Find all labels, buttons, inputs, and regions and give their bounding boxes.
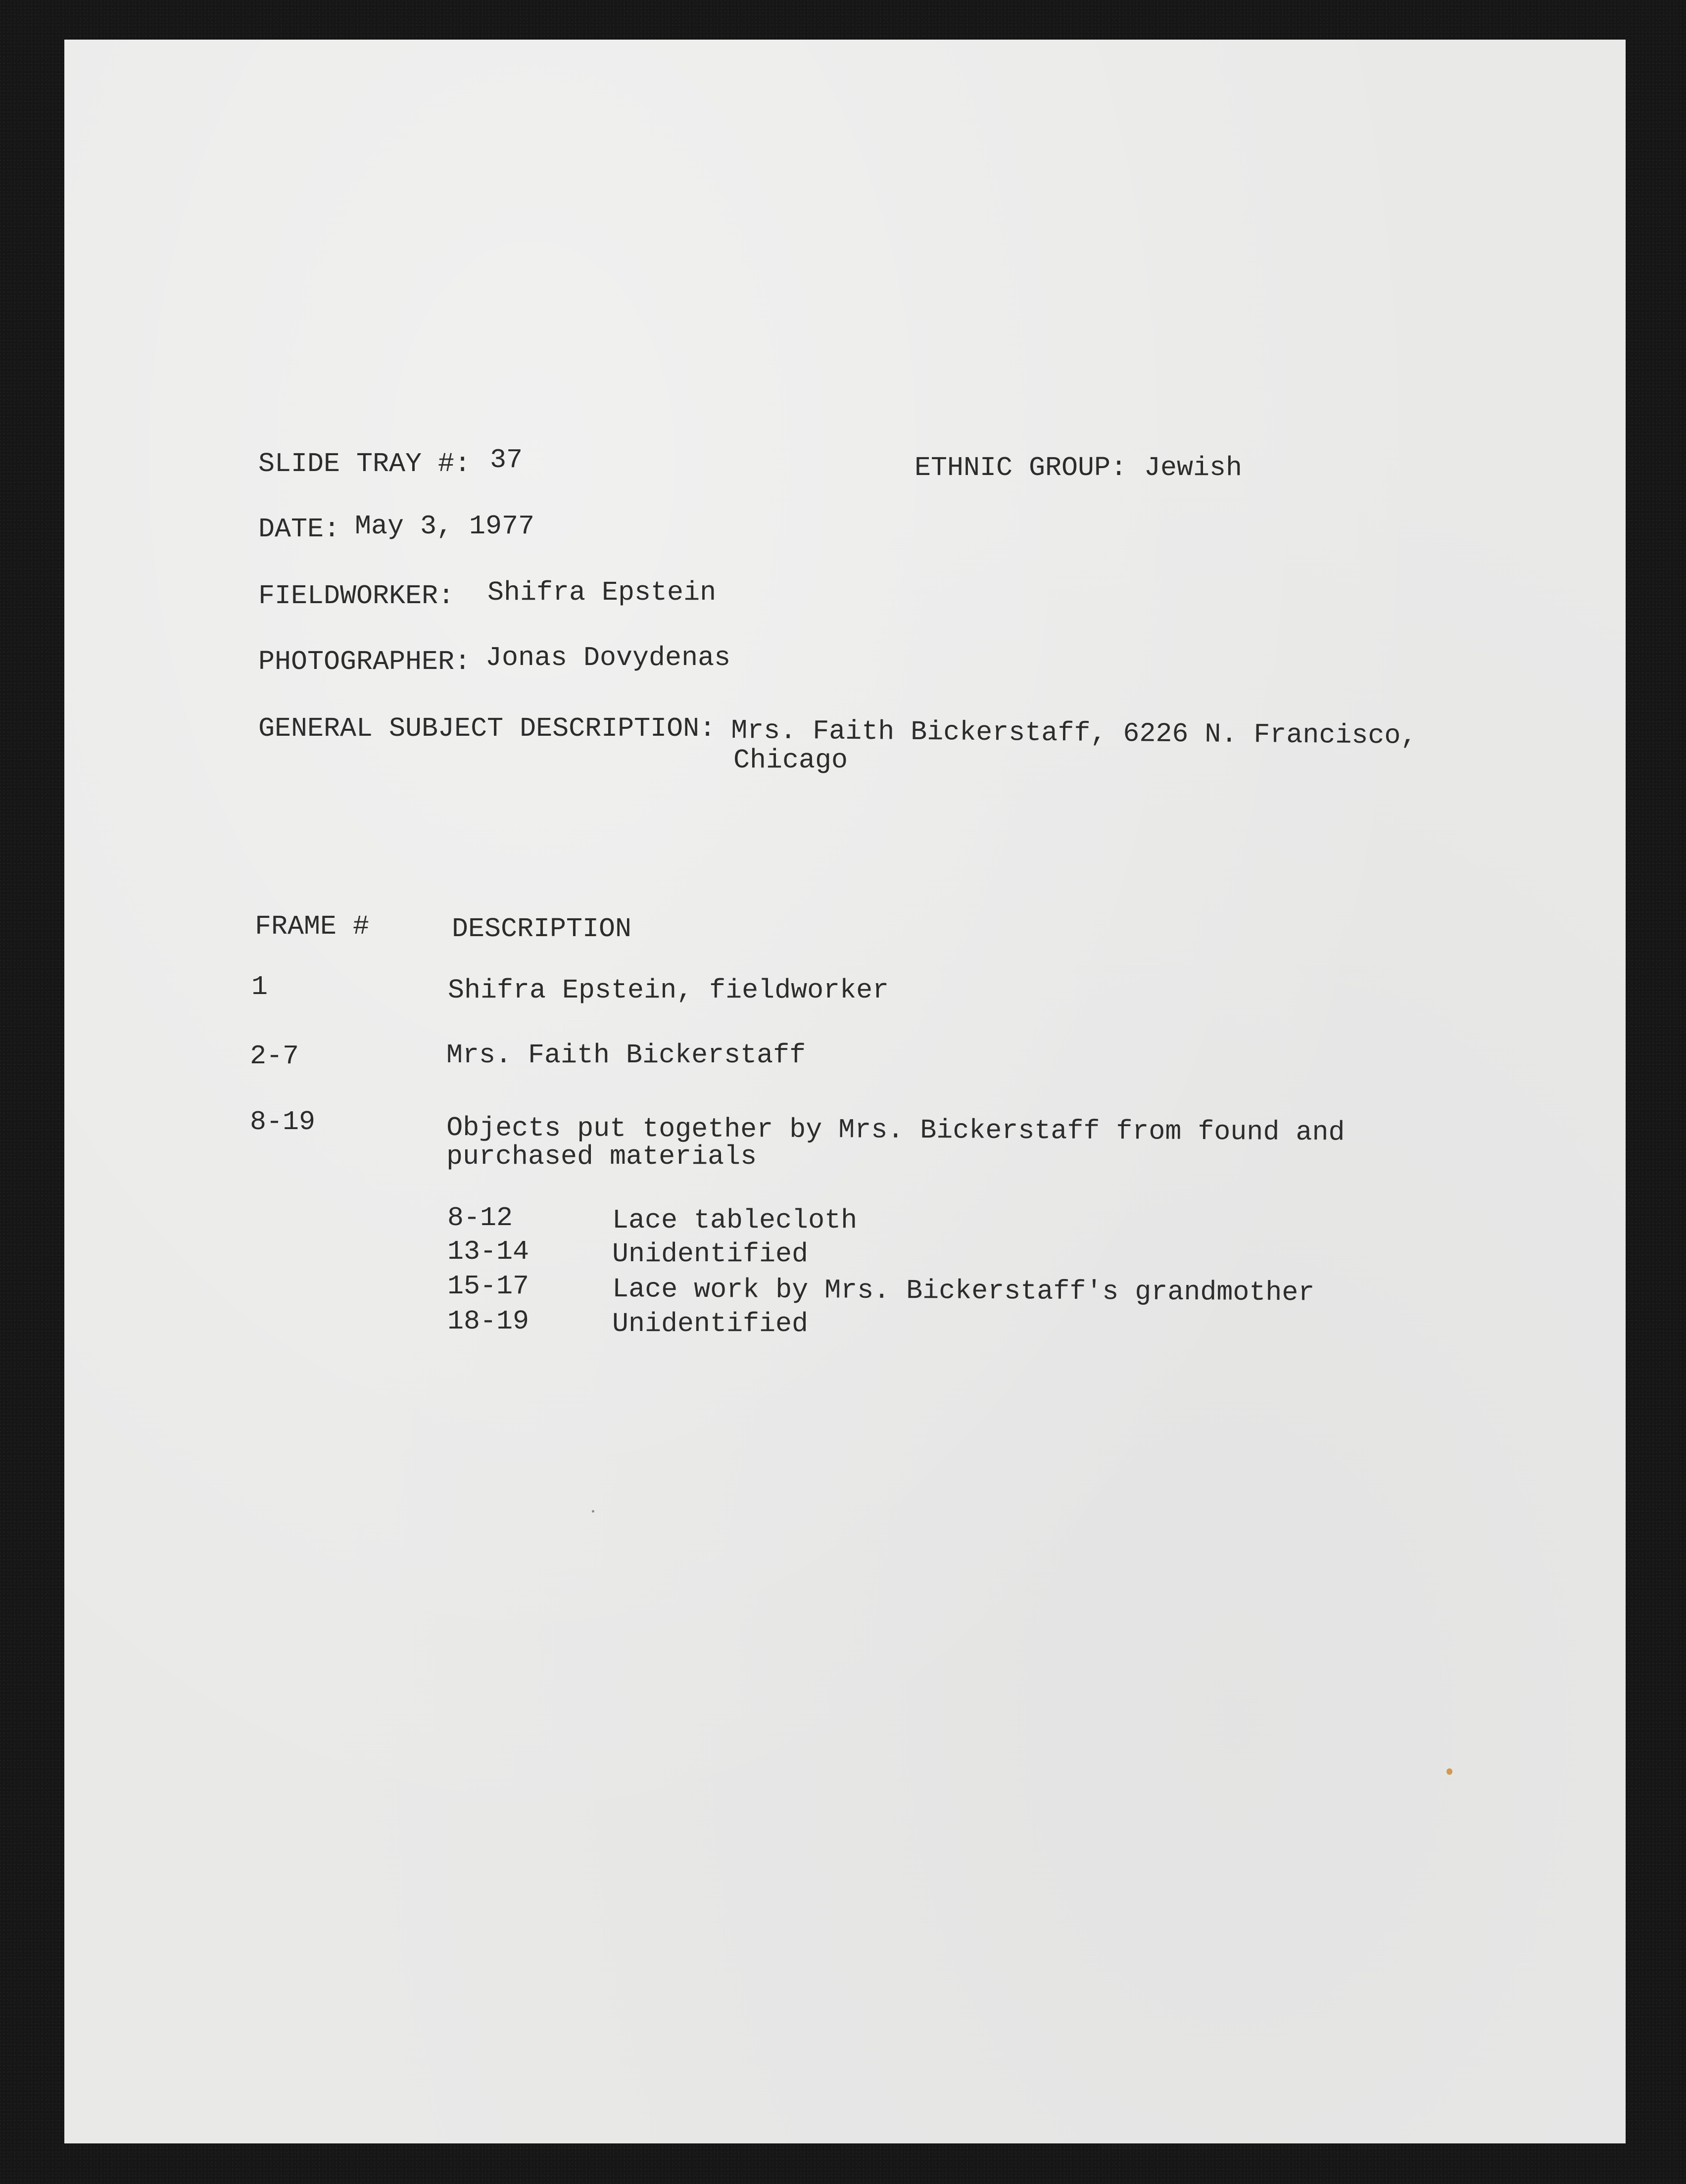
sub-frame-description: Unidentified: [612, 1308, 809, 1339]
frame-description-line2: purchased materials: [446, 1141, 757, 1172]
frame-number: 1: [251, 971, 268, 1002]
column-header-description: DESCRIPTION: [452, 913, 632, 945]
sub-frame-description: Lace work by Mrs. Bickerstaff's grandmother: [612, 1274, 1315, 1309]
sub-frame-description: Unidentified: [612, 1238, 809, 1270]
photographer-label: PHOTOGRAPHER:: [258, 646, 471, 677]
date-value: May 3, 1977: [355, 511, 535, 542]
general-subject-value-line2: Chicago: [733, 745, 848, 776]
document-page: [64, 40, 1626, 2143]
fieldworker-label: FIELDWORKER:: [258, 580, 455, 612]
general-subject-value-line1: Mrs. Faith Bickerstaff, 6226 N. Francisco,: [730, 715, 1417, 752]
frame-description-line1: Objects put together by Mrs. Bickerstaff from found and: [446, 1112, 1345, 1148]
date-label: DATE:: [258, 514, 340, 545]
frame-description: Shifra Epstein, fieldworker: [448, 975, 889, 1006]
fieldworker-value: Shifra Epstein: [487, 577, 717, 608]
sub-frame-description: Lace tablecloth: [612, 1205, 858, 1236]
paper-speck: [1446, 1768, 1452, 1775]
general-subject-label: GENERAL SUBJECT DESCRIPTION:: [258, 713, 716, 744]
paper-speck: [592, 1510, 594, 1513]
frame-description: Mrs. Faith Bickerstaff: [446, 1040, 806, 1071]
slide-tray-label: SLIDE TRAY #:: [258, 448, 471, 479]
slide-tray-value: 37: [490, 444, 523, 475]
sub-frame-number: 13-14: [447, 1236, 530, 1267]
frame-number: 8-19: [250, 1106, 316, 1138]
frame-number: 2-7: [250, 1041, 299, 1072]
column-header-frame: FRAME #: [255, 911, 370, 942]
ethnic-group-label: ETHNIC GROUP:: [915, 452, 1127, 483]
sub-frame-number: 15-17: [447, 1271, 530, 1302]
ethnic-group-value: Jewish: [1144, 452, 1243, 483]
photographer-value: Jonas Dovydenas: [485, 642, 731, 673]
sub-frame-number: 18-19: [447, 1306, 530, 1337]
sub-frame-number: 8-12: [447, 1202, 513, 1234]
